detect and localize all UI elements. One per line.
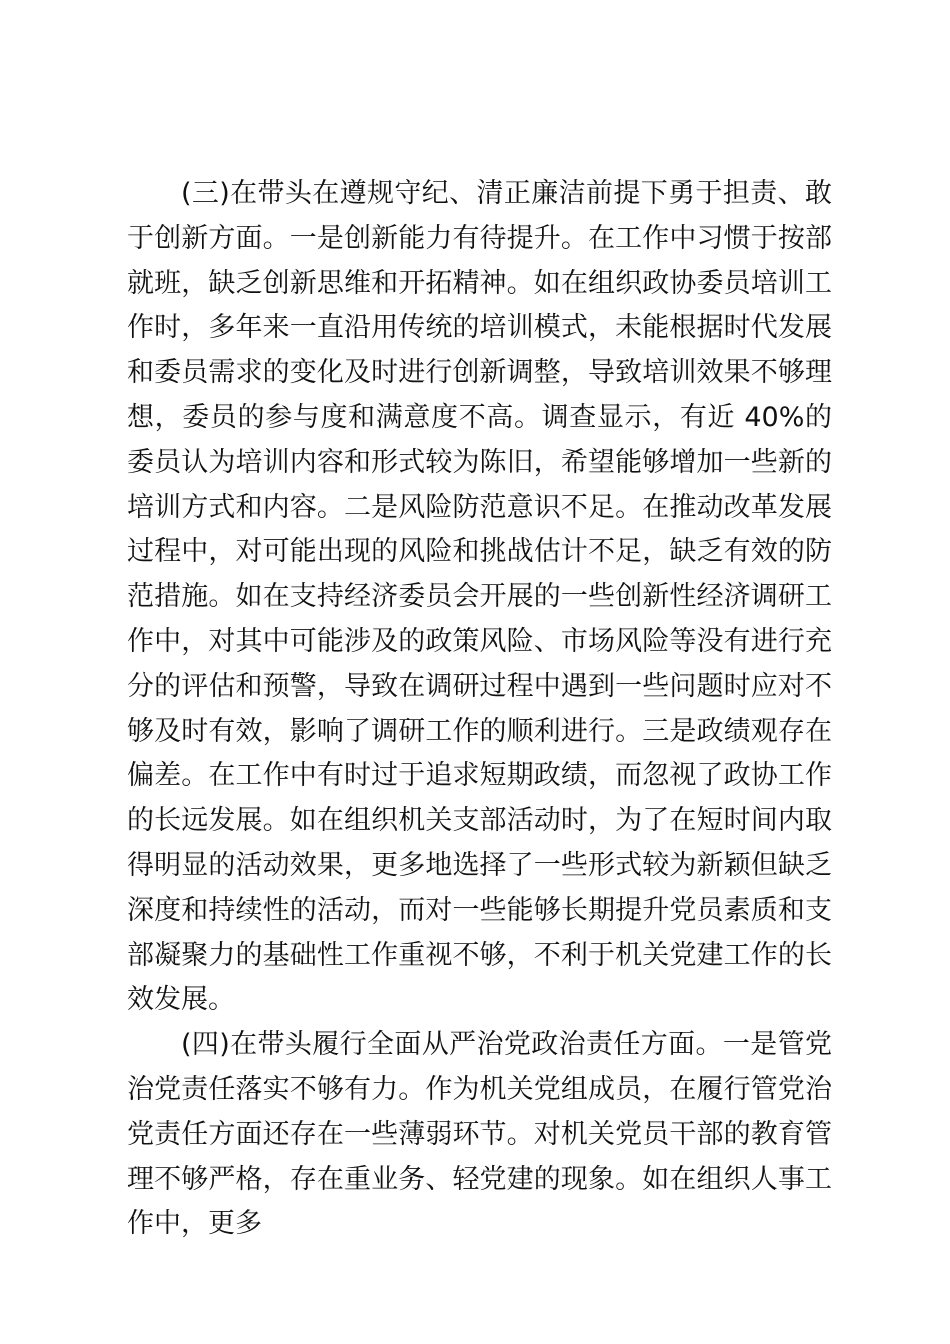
paragraph-section-three: (三)在带头在遵规守纪、清正廉洁前提下勇于担责、敢于创新方面。一是创新能力有待提升。在工作中习惯于按部就班，缺乏创新思维和开拓精神。如在组织政协委员培训工作时，多年来一直沿用传统的培训模式，未能根据时代发展和委员需求的变化及时进行创新调整，导致培训效果不够理想，委员的参与度和满意度不高。调查显示，有近 40%的委员认为培训内容和形式较为陈旧，希望能够增加一些新的培训方式和内容。二是风险防范意识不足。在推动改革发展过程中，对可能出现的风险和挑战估计不足，缺乏有效的防范措施。如在支持经济委员会开展的一些创新性经济调研工作中，对其中可能涉及的政策风险、市场风险等没有进行充分的评估和预警，导致在调研过程中遇到一些问题时应对不够及时有效，影响了调研工作的顺利进行。三是政绩观存在偏差。在工作中有时过于追求短期政绩，而忽视了政协工作的长远发展。如在组织机关支部活动时，为了在短时间内取得明显的活动效果，更多地选择了一些形式较为新颖但缺乏深度和持续性的活动，而对一些能够长期提升党员素质和支部凝聚力的基础性工作重视不够，不利于机关党建工作的长效发展。 <box>127 178 832 1016</box>
document-body <box>127 172 832 1247</box>
paragraph-section-four: (四)在带头履行全面从严治党政治责任方面。一是管党治党责任落实不够有力。作为机关党组成员，在履行管党治党责任方面还存在一些薄弱环节。对机关党员干部的教育管理不够严格，存在重业务、轻党建的现象。如在组织人事工作中，更多 <box>127 1029 832 1240</box>
